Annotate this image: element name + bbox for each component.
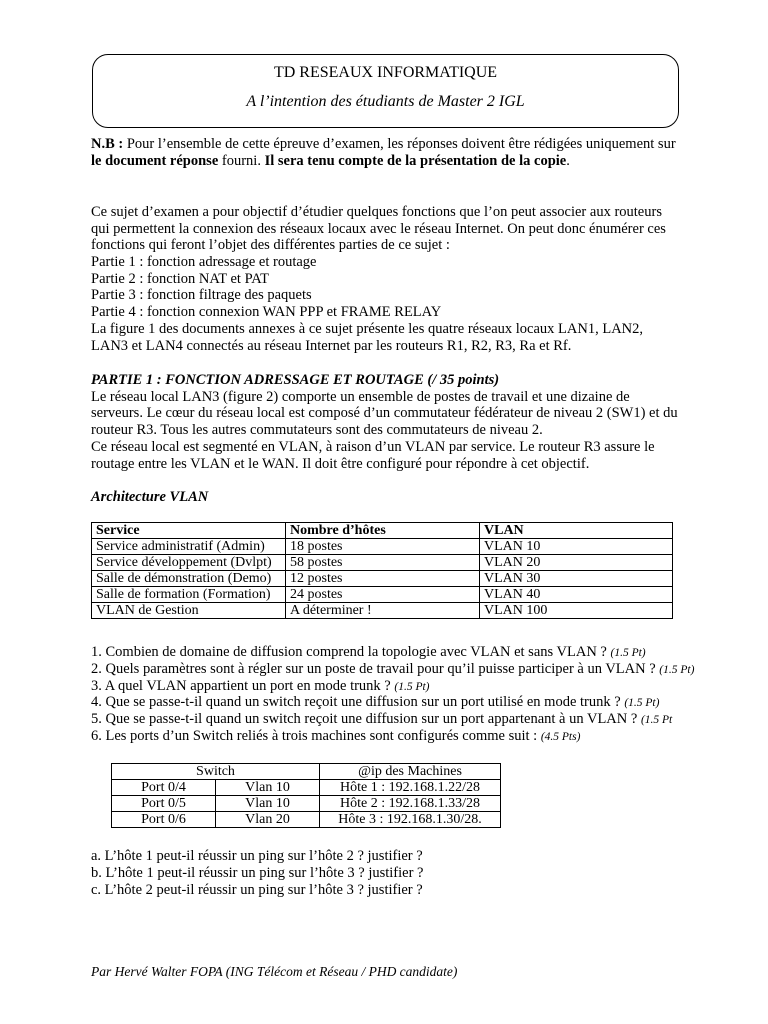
table-header-row — [92, 523, 673, 539]
table-cell: Hôte 1 : 192.168.1.22/28 — [320, 780, 501, 796]
nb-end: . — [566, 153, 570, 169]
table-cell: 18 postes — [286, 539, 480, 555]
table-cell: Port 0/5 — [112, 796, 216, 812]
question-item — [91, 661, 694, 679]
question-text: 2. Quels paramètres sont à régler sur un poste de travail pour qu’il puisse participer à un VLAN ? — [91, 661, 660, 677]
subquestion-item: a. L’hôte 1 peut-il réussir un ping sur l’hôte 2 ? justifier ? — [91, 848, 423, 864]
intro-line: LAN3 et LAN4 connectés au réseau Internet par les routeurs R1, R2, R3, Ra et Rf. — [91, 338, 572, 354]
table-row — [112, 812, 501, 828]
table-cell: Service administratif (Admin) — [92, 539, 286, 555]
table-row — [112, 780, 501, 796]
table-row — [92, 587, 673, 603]
nb-text-1: Pour l’ensemble de cette épreuve d’examen, les réponses doivent être rédigées uniquement sur — [123, 136, 676, 152]
document-subtitle: A l’intention des étudiants de Master 2 IGL — [246, 93, 525, 110]
nb-bold-2: Il sera tenu compte de la présentation de la copie — [264, 153, 567, 169]
table-cell: Vlan 10 — [216, 780, 320, 796]
table-row — [92, 555, 673, 571]
table-cell: VLAN 100 — [480, 603, 673, 619]
part1-line: serveurs. Le cœur du réseau local est composé d’un commutateur fédérateur de niveau 2 (SW1) et du — [91, 405, 678, 421]
table-row — [112, 796, 501, 812]
question-item — [91, 711, 672, 729]
nb-line-1 — [91, 136, 676, 153]
table-cell: Vlan 10 — [216, 796, 320, 812]
document-title: TD RESEAUX INFORMATIQUE — [273, 64, 498, 81]
part1-line: Ce réseau local est segmenté en VLAN, à raison d’un VLAN par service. Le routeur R3 assure le — [91, 439, 655, 455]
question-item — [91, 728, 580, 746]
subquestion-item: b. L’hôte 1 peut-il réussir un ping sur l’hôte 3 ? justifier ? — [91, 865, 424, 881]
table-row — [92, 603, 673, 619]
question-points: (1.5 Pt) — [624, 697, 660, 709]
table-cell: Salle de démonstration (Demo) — [92, 571, 286, 587]
table-cell: 24 postes — [286, 587, 480, 603]
intro-line: Partie 2 : fonction NAT et PAT — [91, 271, 270, 287]
switch-table — [111, 763, 501, 828]
nb-text-2: fourni. — [218, 153, 265, 169]
question-points: (4.5 Pts) — [540, 731, 581, 743]
question-points: (1.5 Pt) — [394, 681, 430, 693]
table-header: @ip des Machines — [320, 764, 501, 780]
footer-author: Par Hervé Walter FOPA (ING Télécom et Réseau / PHD candidate) — [91, 964, 458, 979]
intro-line: fonctions qui feront l’objet des différentes parties de ce sujet : — [91, 237, 450, 253]
table-cell: Vlan 20 — [216, 812, 320, 828]
question-text: 4. Que se passe-t-il quand un switch reçoit une diffusion sur un port utilisé en mode trunk ? — [91, 694, 625, 710]
table-cell: VLAN de Gestion — [92, 603, 286, 619]
table-cell: Hôte 2 : 192.168.1.33/28 — [320, 796, 501, 812]
question-item — [91, 694, 659, 712]
question-text: 3. A quel VLAN appartient un port en mode trunk ? — [91, 678, 395, 694]
vlan-table — [91, 522, 673, 619]
intro-line: Partie 4 : fonction connexion WAN PPP et FRAME RELAY — [91, 304, 442, 320]
table-cell: VLAN 30 — [480, 571, 673, 587]
nb-label: N.B : — [91, 136, 124, 152]
intro-line: La figure 1 des documents annexes à ce sujet présente les quatre réseaux locaux LAN1, LAN2, — [91, 321, 644, 337]
table-header: VLAN — [480, 523, 673, 539]
table-cell: VLAN 20 — [480, 555, 673, 571]
table-cell: VLAN 10 — [480, 539, 673, 555]
table-cell: Salle de formation (Formation) — [92, 587, 286, 603]
architecture-title: Architecture VLAN — [91, 489, 209, 505]
table-cell: Service développement (Dvlpt) — [92, 555, 286, 571]
intro-line: Partie 3 : fonction filtrage des paquets — [91, 287, 312, 303]
intro-line: Ce sujet d’examen a pour objectif d’étudier quelques fonctions que l’on peut associer aux routeurs — [91, 204, 662, 220]
table-row — [92, 571, 673, 587]
nb-bold-1: le document réponse — [91, 153, 219, 169]
part1-line: Le réseau local LAN3 (figure 2) comporte un ensemble de postes de travail et une dizaine de — [91, 389, 630, 405]
question-text: 1. Combien de domaine de diffusion comprend la topologie avec VLAN et sans VLAN ? — [91, 644, 611, 660]
table-cell: Port 0/4 — [112, 780, 216, 796]
question-item — [91, 644, 646, 662]
table-cell: 58 postes — [286, 555, 480, 571]
part1-heading: PARTIE 1 : FONCTION ADRESSAGE ET ROUTAGE (/ 35 points) — [91, 372, 500, 388]
table-header: Service — [92, 523, 286, 539]
intro-line: qui permettent la connexion des réseaux locaux avec le réseau Internet. On peut donc énumérer ces — [91, 221, 666, 237]
nb-line-2 — [91, 153, 570, 170]
table-cell: A déterminer ! — [286, 603, 480, 619]
part1-line: routage entre les VLAN et le WAN. Il doit être configuré pour répondre à cet objectif. — [91, 456, 590, 472]
header-box — [92, 54, 679, 128]
table-cell: VLAN 40 — [480, 587, 673, 603]
question-text: 5. Que se passe-t-il quand un switch reçoit une diffusion sur un port appartenant à un VLAN ? — [91, 711, 641, 727]
table-cell: 12 postes — [286, 571, 480, 587]
question-points: (1.5 Pt) — [610, 647, 646, 659]
question-points: (1.5 Pt — [640, 714, 673, 726]
part1-line: routeur R3. Tous les autres commutateurs sont des commutateurs de niveau 2. — [91, 422, 543, 438]
table-cell: Port 0/6 — [112, 812, 216, 828]
subquestion-item: c. L’hôte 2 peut-il réussir un ping sur l’hôte 3 ? justifier ? — [91, 882, 423, 898]
table-header-row — [112, 764, 501, 780]
table-header: Switch — [112, 764, 320, 780]
intro-line: Partie 1 : fonction adressage et routage — [91, 254, 317, 270]
table-cell: Hôte 3 : 192.168.1.30/28. — [320, 812, 501, 828]
table-header: Nombre d’hôtes — [286, 523, 480, 539]
table-row — [92, 539, 673, 555]
question-points: (1.5 Pt) — [659, 664, 695, 676]
question-text: 6. Les ports d’un Switch reliés à trois machines sont configurés comme suit : — [91, 728, 541, 744]
